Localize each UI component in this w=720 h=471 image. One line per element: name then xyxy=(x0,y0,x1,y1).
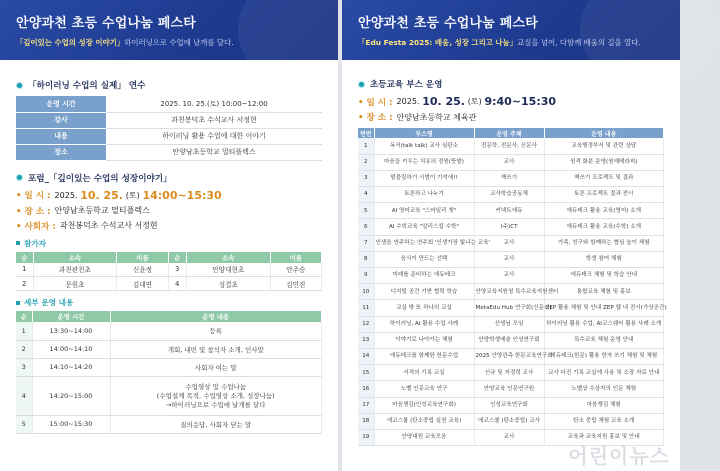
schedule-time: 13:30~14:00 xyxy=(32,322,110,340)
booth-number: 16 xyxy=(358,381,374,397)
schedule-row xyxy=(16,322,322,340)
booth-content: 토론 프로젝트 결과 전시 xyxy=(544,187,664,203)
training-value: 과천봉덕초 수석교사 서정현 xyxy=(106,112,322,128)
left-title: 안양과천 초등 수업나눔 페스타 xyxy=(16,16,197,31)
booth-row xyxy=(358,138,664,154)
booth-number: 12 xyxy=(358,316,374,332)
participant-cell: 과천관천초 xyxy=(33,263,117,277)
booth-row xyxy=(358,268,664,284)
booth-name: 이야기로 나아가는 체험 xyxy=(374,332,474,348)
booth-row xyxy=(358,235,664,251)
participant-cell: 김민진 xyxy=(270,277,321,291)
schedule-content-line: 수업영상 및 수업나눔 xyxy=(185,383,247,391)
booth-operator: 안양교육지원청 특수교육지원센터 xyxy=(474,284,544,300)
schedule-content-line: (수업설계 목적, 수업영상 소개, 성장나눔) xyxy=(156,392,275,400)
booth-name: AI 영어교육 "스마일리 챗" xyxy=(374,203,474,219)
watermark-logo: 어린이뉴스 xyxy=(568,444,670,468)
booth-content: ZEP 활용 체험 및 안내 ZEP 웹 내 전시(가상공간) xyxy=(544,300,664,316)
booth-number: 10 xyxy=(358,284,374,300)
training-key: 내용 xyxy=(16,128,106,144)
booth-content: 에듀테크(한문) 활용 한자 쓰기 체험 및 체험 xyxy=(544,348,664,364)
training-key: 운영 시간 xyxy=(16,96,106,112)
booth-number: 19 xyxy=(358,429,374,445)
booth-title: 초등교육 부스 운영 xyxy=(358,78,664,90)
booth-operator: 인성교육연구회 xyxy=(474,397,544,413)
schedule-content xyxy=(110,415,322,433)
booth-name: 마음을 키우는 치유의 정원(뜻밭) xyxy=(374,154,474,170)
training-row xyxy=(16,112,322,128)
right-subtitle xyxy=(358,37,664,48)
left-banner xyxy=(0,0,338,60)
booth-row xyxy=(358,219,664,235)
booth-content: 특수교육 체험 운영 안내 xyxy=(544,332,664,348)
participants-header: 이름 xyxy=(270,252,321,263)
booth-operator: 커넥트에듀 xyxy=(474,203,544,219)
schedule-content xyxy=(110,322,322,340)
booth-number: 13 xyxy=(358,332,374,348)
booth-row xyxy=(358,300,664,316)
participants-title: 참가자 xyxy=(16,238,322,249)
training-key: 장소 xyxy=(16,144,106,160)
booth-operator: 교사 xyxy=(474,154,544,170)
booth-name: 토론하고 나누기 xyxy=(374,187,474,203)
booth-name: 미래를 준비하는 에듀테크 xyxy=(374,268,474,284)
booth-number: 14 xyxy=(358,348,374,364)
booth-name: 안양대원 교육모음 xyxy=(374,429,474,445)
booth-content: 교사 다진 기록 교실에 사용 및 소장 자료 안내 xyxy=(544,365,664,381)
schedule-content xyxy=(110,358,322,376)
booth-header: 운영 내용 xyxy=(544,128,664,138)
training-value: 2025. 10. 25.(토) 10:00~12:00 xyxy=(106,96,322,112)
participant-cell: 3 xyxy=(168,263,186,277)
forum-place: • 장 소 : 안양남초등학교 멀티플렉스 xyxy=(16,206,150,217)
booth-header: 운영 주체 xyxy=(474,128,544,138)
booth-name: 서적의 기록 교실 xyxy=(374,365,474,381)
training-row xyxy=(16,144,322,160)
booth-number: 6 xyxy=(358,219,374,235)
booth-content: 노벨상 수상자의 인문 체험 xyxy=(544,381,664,397)
schedule-number: 4 xyxy=(16,376,32,415)
booth-number: 11 xyxy=(358,300,374,316)
booth-operator: 전문학, 전문사, 신문사 xyxy=(474,138,544,154)
schedule-time: 15:00~15:30 xyxy=(32,415,110,433)
schedule-row xyxy=(16,415,322,433)
booth-content: 책쓰기 프로젝트 및 결과 xyxy=(544,170,664,186)
booth-name: 하이러닝, AI 활용 수업 사례 xyxy=(374,316,474,332)
booth-number: 7 xyxy=(358,235,374,251)
schedule-header: 운영 내용 xyxy=(110,311,322,322)
booth-content: 교육과 교육지원 홍보 및 안내 xyxy=(544,429,664,445)
booth-operator: 안양교육 인문연구원 xyxy=(474,381,544,397)
forum-host: • 사회자 : 과천봉덕초 수석교사 서정현 xyxy=(16,221,158,232)
booth-content: 교육행정부서 및 관련 상담 xyxy=(544,138,664,154)
booth-number: 15 xyxy=(358,365,374,381)
bullet-icon xyxy=(16,82,23,89)
forum-date: • 일 시 : 2025. 10. 25. (토) 14:00~15:30 xyxy=(16,188,222,202)
participant-cell: 문원초 xyxy=(33,277,117,291)
booth-operator: 교사 xyxy=(474,268,544,284)
schedule-content-line: 사회자 여는 말 xyxy=(194,363,237,372)
schedule-time: 14:20~15:00 xyxy=(32,376,110,415)
booth-operator: 에코스쿨 (탄소중립) 교사 xyxy=(474,413,544,429)
participant-row xyxy=(16,263,322,277)
booth-name: 독서(talk talk) 교사 심판소 xyxy=(374,138,474,154)
training-row xyxy=(16,128,322,144)
schedule-table xyxy=(16,311,322,434)
schedule-header: 순 xyxy=(16,311,32,322)
participants-header: 순 xyxy=(168,252,186,263)
booth-operator: MetaEdu Hub 연구회(신문사) xyxy=(474,300,544,316)
participant-cell: 신윤정 xyxy=(117,263,168,277)
booth-content: 에듀테크 활용 교육(수학) 소개 xyxy=(544,219,664,235)
forum-title: 포럼_「깊이있는 수업의 성장이야기」 xyxy=(16,172,322,184)
booth-operator: 2025 안양관측 한문교육연구회 xyxy=(474,348,544,364)
booth-operator: 교사 xyxy=(474,235,544,251)
booth-row xyxy=(358,284,664,300)
booth-row xyxy=(358,187,664,203)
participant-cell: 4 xyxy=(168,277,186,291)
booth-place: • 장 소 : 안양남초등학교 체육관 xyxy=(358,112,477,123)
booth-content: 에듀테크 활용 교육(영어) 소개 xyxy=(544,203,664,219)
booth-header: 연번 xyxy=(358,128,374,138)
booth-number: 9 xyxy=(358,268,374,284)
training-row xyxy=(16,96,322,112)
participant-cell: 안양대현초 xyxy=(186,263,270,277)
booth-operator: 교사 xyxy=(474,251,544,267)
booth-operator: 교사학습공동체 xyxy=(474,187,544,203)
training-section xyxy=(0,79,338,161)
booth-number: 18 xyxy=(358,413,374,429)
booth-operator: 안양학생예술 인성연구회 xyxy=(474,332,544,348)
booth-row xyxy=(358,365,664,381)
left-page xyxy=(0,0,338,471)
left-subtitle-rest: 하이러닝으로 수업에 날개를 달다. xyxy=(124,38,234,47)
booth-operator: 책쓰기 xyxy=(474,170,544,186)
schedule-number: 2 xyxy=(16,340,32,358)
training-table xyxy=(16,96,322,161)
booth-name: 노벨 인문교육 연구 xyxy=(374,381,474,397)
left-subtitle xyxy=(16,37,322,48)
booth-name: 인생을 연주하는 연주회 '인생가장 빛나는 교육' xyxy=(374,235,474,251)
booth-name: AI 수학교육 "알리스킬 수학" xyxy=(374,219,474,235)
booth-row xyxy=(358,332,664,348)
booth-header: 부스명 xyxy=(374,128,474,138)
schedule-content-line: 개회, 내빈 및 참석자 소개, 인사말 xyxy=(167,345,264,354)
booth-row xyxy=(358,413,664,429)
schedule-header: 운영 시간 xyxy=(32,311,110,322)
booth-name: 에듀테크를 함께한 한문수업 xyxy=(374,348,474,364)
forum-section xyxy=(0,172,338,434)
booth-content: 통합교육 체험 및 홍보 xyxy=(544,284,664,300)
schedule-content-line: →하이러닝으로 수업에 날개를 달다 xyxy=(165,401,266,409)
booth-name: 에코스쿨 (탄소중립 실천 교육) xyxy=(374,413,474,429)
booth-row xyxy=(358,316,664,332)
schedule-content xyxy=(110,340,322,358)
booth-row xyxy=(358,203,664,219)
right-title: 안양과천 초등 수업나눔 페스타 xyxy=(358,16,539,31)
booth-number: 5 xyxy=(358,203,374,219)
training-key: 강사 xyxy=(16,112,106,128)
schedule-number: 1 xyxy=(16,322,32,340)
booth-operator: 신규 및 저경력 교사 xyxy=(474,365,544,381)
booth-number: 17 xyxy=(358,397,374,413)
bullet-icon xyxy=(358,81,365,88)
booth-content: 탄소 중립 체험 교육 소개 xyxy=(544,413,664,429)
booth-name: 음식이 만드는 선택 xyxy=(374,251,474,267)
training-title: 「하이러닝 수업의 실제」 연수 xyxy=(16,79,322,91)
booth-name: 멈블링하기 시범이 기억에!! xyxy=(374,170,474,186)
left-subtitle-em: 「깊이있는 수업의 성장 이야기」 xyxy=(16,38,125,47)
right-subtitle-em: 「Edu Festa 2025: 배움, 성장 그리고 나눔」 xyxy=(358,38,518,47)
booth-name: 디지털 공간 기반 협력 학습 xyxy=(374,284,474,300)
booth-content: 가족, 친구와 함께하는 협심 놀이 체험 xyxy=(544,235,664,251)
training-value: 하이러닝 활용 수업에 대한 이야기 xyxy=(106,128,322,144)
schedule-row xyxy=(16,376,322,415)
schedule-title: 세부 운영 내용 xyxy=(16,297,322,308)
participant-cell: 성결초 xyxy=(186,277,270,291)
booth-row xyxy=(358,397,664,413)
booth-row xyxy=(358,251,664,267)
participants-header: 순 xyxy=(16,252,33,263)
booth-operator: 교사 xyxy=(474,429,544,445)
schedule-row xyxy=(16,358,322,376)
participant-cell: 김대연 xyxy=(117,277,168,291)
booth-content: 에듀테크 체험 및 학습 안내 xyxy=(544,268,664,284)
schedule-content-line: 질의응답, 사회자 닫는 말 xyxy=(180,420,252,429)
booth-content: 원격 화분 운영(원예테라피) xyxy=(544,154,664,170)
booth-row xyxy=(358,381,664,397)
booth-number: 3 xyxy=(358,170,374,186)
schedule-content xyxy=(110,376,322,415)
participants-header: 이름 xyxy=(117,252,168,263)
schedule-row xyxy=(16,340,322,358)
booth-section xyxy=(342,78,680,446)
booth-row xyxy=(358,429,664,445)
booth-row xyxy=(358,154,664,170)
booth-content: 마음챙김 체험 xyxy=(544,397,664,413)
booth-number: 4 xyxy=(358,187,374,203)
schedule-number: 5 xyxy=(16,415,32,433)
booth-row xyxy=(358,348,664,364)
booth-row xyxy=(358,170,664,186)
booth-content: 하이러닝 활용 수업, AI코스웨어 활용 사례 소개 xyxy=(544,316,664,332)
schedule-time: 14:00~14:10 xyxy=(32,340,110,358)
participants-header: 소속 xyxy=(186,252,270,263)
schedule-number: 3 xyxy=(16,358,32,376)
schedule-time: 14:10~14:20 xyxy=(32,358,110,376)
participant-cell: 1 xyxy=(16,263,33,277)
right-page xyxy=(342,0,680,471)
participant-cell: 2 xyxy=(16,277,33,291)
booth-number: 2 xyxy=(358,154,374,170)
booth-date: • 일 시 : 2025. 10. 25. (토) 9:40~15:30 xyxy=(358,95,557,108)
booth-name: 교실 밖 또 하나의 교실 xyxy=(374,300,474,316)
booth-operator: (주)CT xyxy=(474,219,544,235)
bullet-icon xyxy=(16,174,23,181)
participant-cell: 안주승 xyxy=(270,263,321,277)
participant-row xyxy=(16,277,322,291)
booth-table xyxy=(358,128,667,446)
booth-number: 8 xyxy=(358,251,374,267)
right-banner xyxy=(342,0,680,60)
schedule-content-line: 등록 xyxy=(209,327,223,336)
booth-operator: 선생님 모임 xyxy=(474,316,544,332)
booth-name: 마음챙김(인성교육연구회) xyxy=(374,397,474,413)
participants-header: 소속 xyxy=(33,252,117,263)
right-subtitle-rest: 교실을 넘어, 다함께 배움의 길을 열다. xyxy=(517,38,641,47)
training-value: 안양남초등학교 멀티플렉스 xyxy=(106,144,322,160)
booth-number: 1 xyxy=(358,138,374,154)
booth-content: 학생 참여 체험 xyxy=(544,251,664,267)
participants-table xyxy=(16,252,322,292)
